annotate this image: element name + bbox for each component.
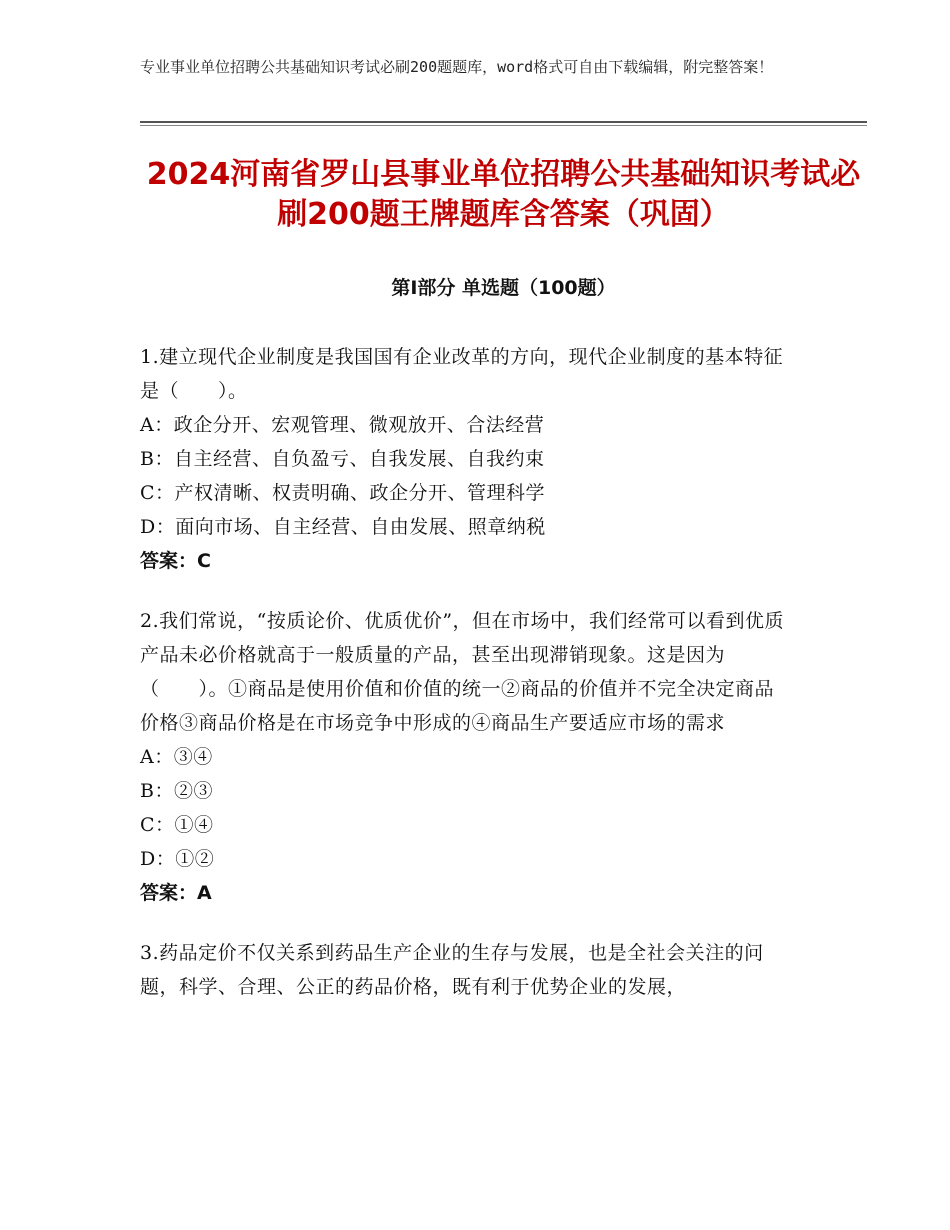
answer: 答案：C bbox=[140, 550, 211, 572]
question-2 bbox=[140, 604, 790, 910]
header-rule-thick bbox=[140, 121, 867, 123]
question-stem: 1.建立现代企业制度是我国国有企业改革的方向，现代企业制度的基本特征是（ ）。 bbox=[140, 346, 784, 402]
answer: 答案：A bbox=[140, 882, 212, 904]
question-stem: 2.我们常说，“按质论价、优质优价”，但在市场中，我们经常可以看到优质产品未必价格就高于一般质量的产品，甚至出现滞销现象。这是因为（ ）。①商品是使用价值和价值的统一②商品的价值并不完全决定商品价格③商品价格是在市场竞争中形成的④商品生产要适应市场的需求 bbox=[140, 610, 785, 734]
question-stem: 3.药品定价不仅关系到药品生产企业的生存与发展，也是全社会关注的问题，科学、合理、公正的药品价格，既有利于优势企业的发展， bbox=[140, 942, 764, 998]
option-a: A：③④ bbox=[140, 746, 213, 768]
header-note: 专业事业单位招聘公共基础知识考试必刷200题题库，word格式可自由下载编辑，附完整答案！ bbox=[140, 58, 774, 76]
question-3 bbox=[140, 936, 790, 1004]
option-b: B：②③ bbox=[140, 780, 213, 802]
section-heading: 第Ⅰ部分 单选题（100题） bbox=[391, 277, 616, 299]
header-rule-thin bbox=[140, 125, 867, 126]
option-d: D：①② bbox=[140, 848, 215, 870]
option-d: D：面向市场、自主经营、自由发展、照章纳税 bbox=[140, 516, 546, 538]
question-1 bbox=[140, 340, 790, 578]
option-b: B：自主经营、自负盈亏、自我发展、自我约束 bbox=[140, 448, 545, 470]
question-list bbox=[140, 340, 790, 1030]
option-c: C：①④ bbox=[140, 814, 214, 836]
option-c: C：产权清晰、权责明确、政企分开、管理科学 bbox=[140, 482, 546, 504]
document-title: 2024河南省罗山县事业单位招聘公共基础知识考试必刷200题王牌题库含答案（巩固） bbox=[146, 157, 861, 232]
option-a: A：政企分开、宏观管理、微观放开、合法经营 bbox=[140, 414, 545, 436]
